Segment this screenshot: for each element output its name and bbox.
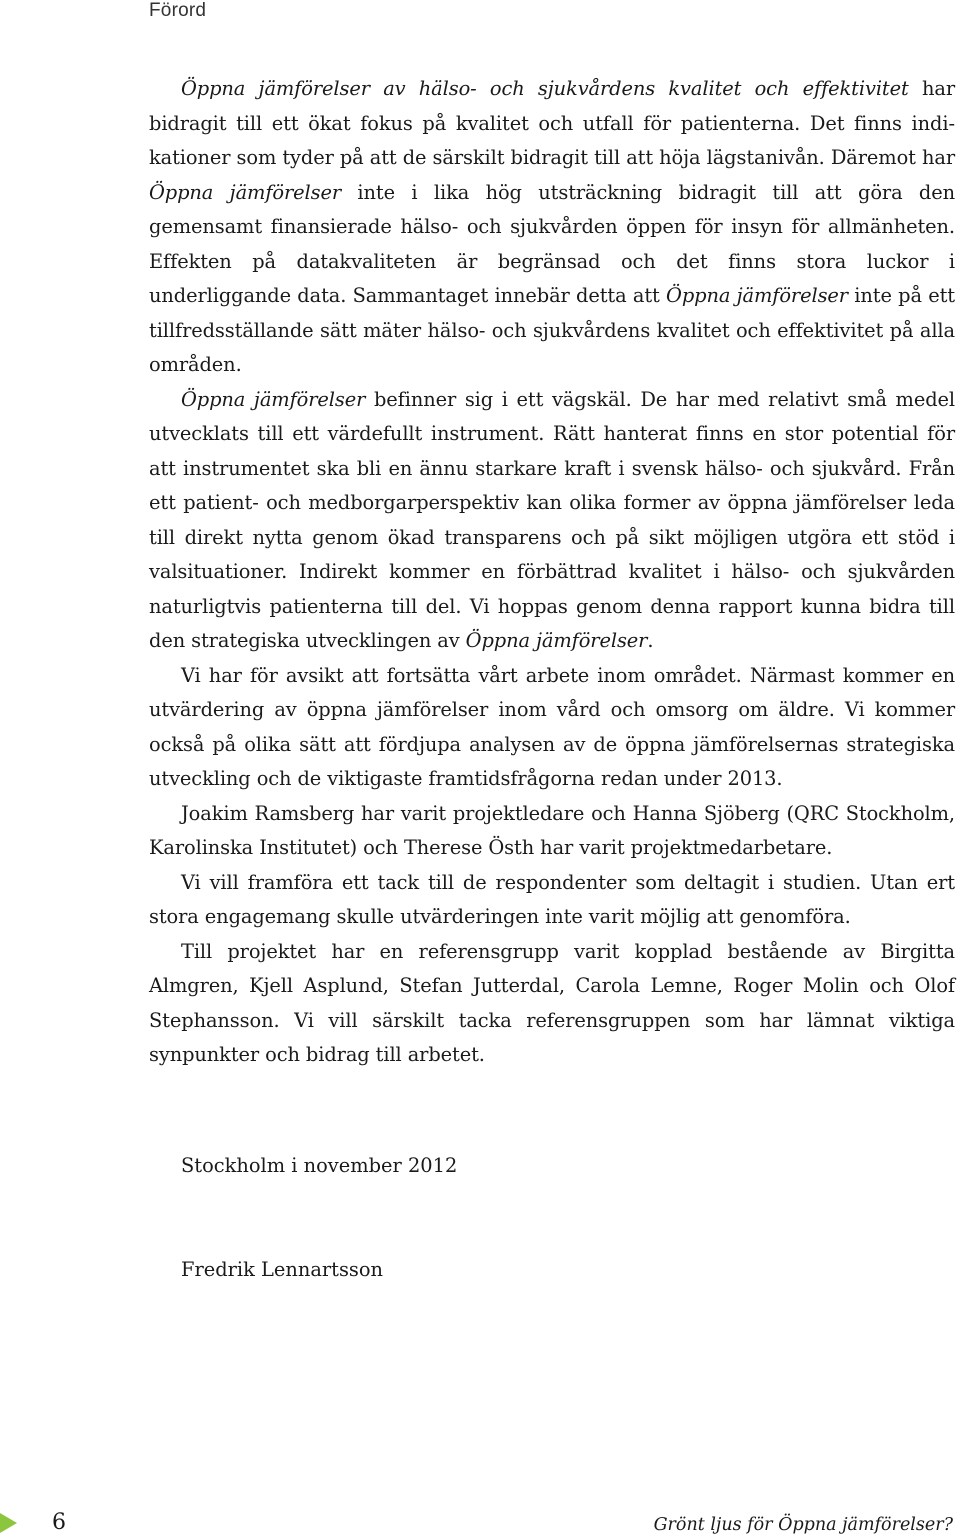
paragraph xyxy=(149,659,955,797)
text-segment: Joakim Ramsberg har varit projektledare och Hanna Sjöberg (QRC Stockholm, Karolinska Institutet) och Therese Östh har varit projektmedarbetare. xyxy=(149,801,955,859)
paragraph xyxy=(149,935,955,1073)
paragraph xyxy=(149,866,955,935)
paragraph xyxy=(149,797,955,866)
paragraph xyxy=(149,383,955,659)
text-segment: har bidragit till ett ökat fokus på kvalitet och utfall för patienterna. Det finns indikationer som tyder på att de särskilt bidragit till att höja lägstanivån. Däremot har xyxy=(149,77,955,169)
text-segment: Vi vill framföra ett tack till de respondenter som deltagit i studien. Utan ert stora engagemang skulle utvärderingen inte varit möjlig att genomföra. xyxy=(149,870,955,928)
italic-text-segment: Öppna jämförelser xyxy=(465,629,648,652)
paragraph xyxy=(149,72,955,383)
text-segment: inte på ett tillfredsställande sätt mäter hälso- och sjukvårdens kvalitet och effektivitet på alla områden. xyxy=(149,284,955,376)
triangle-marker-icon xyxy=(0,1513,17,1533)
italic-text-segment: Öppna jämförelser xyxy=(666,284,848,307)
italic-text-segment: Öppna jämförelser xyxy=(181,387,366,411)
section-header: Förord xyxy=(149,0,207,21)
text-segment: befinner sig i ett vägskäl. De har med relativt små medel utvecklats till ett värdefullt instrument. Rätt hanterat finns en stor potential för att instrumentet ska bli en ännu starkare kraft i svensk hälso- och sjukvård. Från ett patient- och medborgarperspektiv kan olika former av öppna jämförelser leda till direkt nytta genom ökad transparens och på sikt möjligen utgöra ett stöd i valsituationer. Indirekt kommer en förbättrad kvalitet i hälso- och sjukvården naturligtvis patienterna till del. Vi hoppas genom denna rapport kunna bidra till den strategiska utvecklingen av xyxy=(149,387,955,652)
italic-text-segment: Öppna jämförelser xyxy=(149,180,342,204)
text-segment: Till projektet har en referensgrupp varit kopplad bestående av Birgitta Almgren, Kjell Asplund, Stefan Jutterdal, Carola Lemne, Roger Molin och Olof Stephansson. Vi vill särskilt tacka referensgruppen som har lämnat viktiga synpunkter och bidrag till arbetet. xyxy=(149,939,955,1066)
running-footer-title: Grönt ljus för Öppna jämförelser? xyxy=(653,1515,953,1535)
page-number: 6 xyxy=(52,1510,66,1535)
text-segment: Vi har för avsikt att fortsätta vårt arbete inom området. Närmast kommer en utvärdering av öppna jämförelser inom vård och omsorg om äldre. Vi kommer också på olika sätt att fördjupa analysen av de öppna jämförelsernas strategiska utveckling och de viktigaste framtidsfrågorna redan under 2013. xyxy=(149,663,955,790)
body-text xyxy=(149,72,955,1073)
place-date: Stockholm i november 2012 xyxy=(181,1154,458,1177)
signature-name: Fredrik Lennartsson xyxy=(181,1258,384,1281)
text-segment: inte i lika hög utsträckning bidragit till att göra den gemensamt finansierade hälso- och sjukvården öppen för insyn för allmänheten. Effekten på datakvaliteten är begränsad och det finns stora luckor i underliggande data. Sammantaget innebär detta att xyxy=(149,180,956,307)
text-segment: . xyxy=(647,629,654,652)
italic-text-segment: Öppna jämförelser av hälso- och sjukvårdens kvalitet och effektivitet xyxy=(181,77,909,100)
